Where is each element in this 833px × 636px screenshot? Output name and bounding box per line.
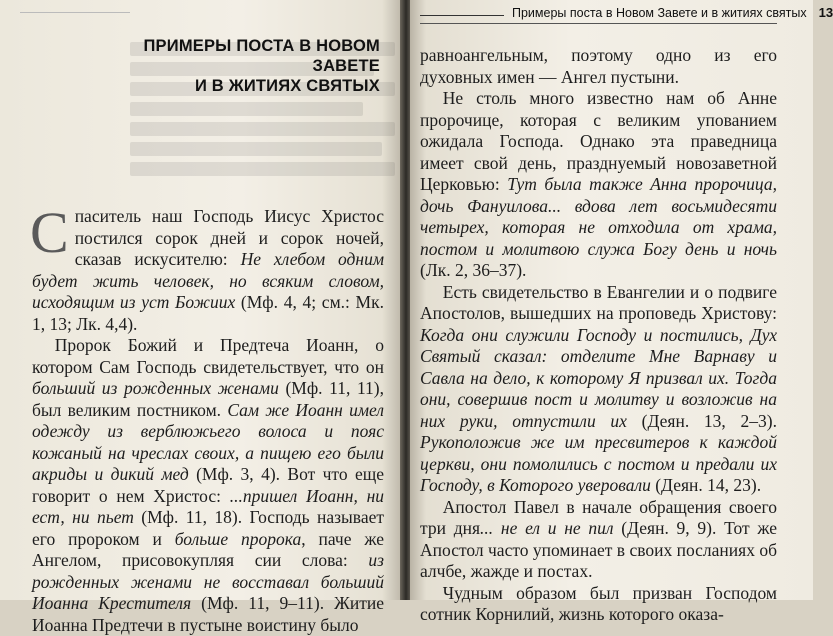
text-run: (Деян. 14, 23).	[650, 475, 762, 495]
text-run: (Мф. 4, 4; см.: Мк. 1, 13; Лк. 4,4).	[32, 292, 384, 334]
text-run: (Мф. 11, 9–11). Житие Иоанна Предтечи в пустыне воистину было	[32, 593, 384, 635]
running-header-underline	[420, 23, 777, 24]
italic-quote: ... не ел и не пил	[480, 518, 614, 538]
italic-quote: больше пророка	[174, 528, 302, 549]
right-paragraph-0	[420, 45, 777, 88]
text-run: (Деян. 9, 9). Тот же Апостол часто упоминает в своих посланиях об алчбе, жажде и постах.	[420, 518, 777, 581]
italic-quote: ...пришел Иоанн, ни ест, ни пьет	[32, 485, 385, 527]
right-paragraph-3	[420, 497, 777, 583]
chapter-title-line-1: ПРИМЕРЫ ПОСТА В НОВОМ ЗАВЕТЕ	[143, 37, 380, 75]
chapter-title	[80, 36, 380, 96]
running-header	[420, 5, 833, 20]
running-header-rule	[420, 15, 504, 16]
left-paragraph-2	[32, 335, 384, 636]
italic-quote: Когда они служили Господу и постились, Дух Святый сказал: отделите Мне Варнаву и Савла на дело, к которому Я призвал их. Тогда они, совершив пост и молитву и возложив на них руки, отпустили их	[420, 324, 777, 431]
text-run: , паче же Ангелом, присовокупляя сии слова:	[32, 528, 384, 570]
text-run: (Лк. 2, 36–37).	[420, 260, 527, 280]
italic-quote: Тут была также Анна пророчица, дочь Фануилова... вдова лет восьмидесяти четырех, которая не отходила от храма, постом и молитвою служа Богу день и ночь	[420, 174, 777, 259]
italic-quote: из рожденных женами не восставал больший Иоанна Крестителя	[32, 550, 384, 613]
text-run: Не столь много известно нам об Анне пророчице, которая с великим упованием ожидала Господа. Однако эта праведница имеет свой день, празднуемый новозаветной Церковью:	[420, 88, 777, 194]
right-body-text	[420, 45, 777, 626]
text-run: (Мф. 3, 4). Вот что еще говорит о нем Христос:	[32, 464, 384, 506]
page-number: 13	[818, 5, 833, 20]
drop-cap: С	[30, 200, 69, 265]
text-run: (Мф. 11, 18). Господь называет его пророком и	[32, 507, 384, 549]
italic-quote: больший из рожденных женами	[32, 378, 279, 398]
text-run: (Мф. 11, 11), был великим постником.	[32, 378, 384, 420]
text-run: Пророк Божий и Предтеча Иоанн, о котором Сам Господь свидетельствует, что он	[32, 335, 384, 377]
text-run: Апостол Павел в начале обращения своего три дня	[420, 496, 777, 538]
left-page	[0, 0, 402, 635]
text-run: (Деян. 13, 2–3).	[626, 410, 777, 431]
text-run: паситель наш Господь Иисус Христос постился сорок дней и сорок ночей, сказав искусителю:	[74, 206, 384, 269]
left-paragraph-1	[30, 200, 384, 335]
chapter-title-line-2: И В ЖИТИЯХ СВЯТЫХ	[194, 77, 380, 95]
right-paragraph-4	[420, 583, 777, 626]
right-paragraph-1	[420, 88, 777, 282]
italic-quote: Не хлебом одним будет жить человек, но всяким словом, исходящим из уст Божиих	[32, 249, 384, 312]
italic-quote: Сам же Иоанн имел одежду из верблюжьего волоса и пояс кожаный на чреслах своих, а пищею его были акриды и дикий мед	[32, 399, 384, 484]
running-header-title: Примеры поста в Новом Завете и в житиях святых	[512, 6, 807, 20]
text-run: Есть свидетельство в Евангелии и о подвиге Апостолов, вышедших на проповедь Христову:	[420, 281, 777, 323]
text-run: Чудным образом был призван Господом сотник Корнилий, жизнь которого оказа-	[420, 582, 777, 624]
text-run: равноангельным, поэтому одно из его духовных имен — Ангел пустыни.	[420, 45, 777, 87]
right-paragraph-2	[420, 282, 777, 497]
italic-quote: Рукоположив же им пресвитеров к каждой церкви, они помолились с постом и предали их Господу, в Которого уверовали	[420, 432, 777, 495]
left-body-text	[30, 200, 385, 636]
left-header-rule	[20, 12, 130, 13]
